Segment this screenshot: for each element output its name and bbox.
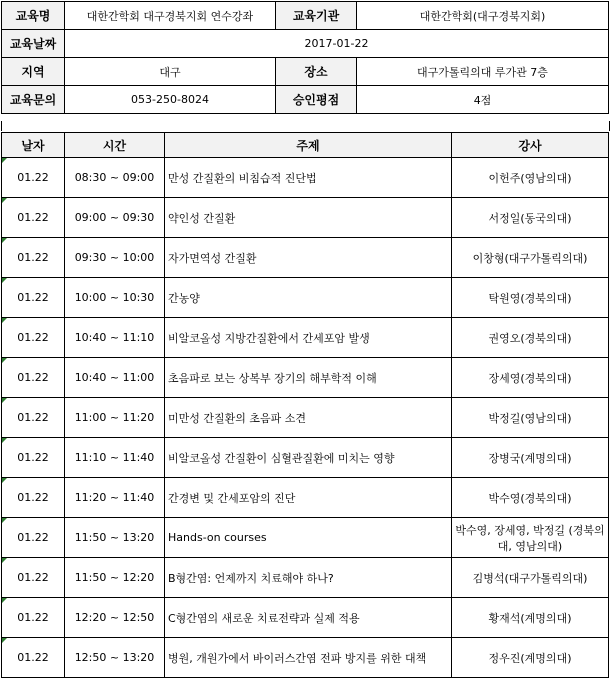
- lecturer-cell-text: 이헌주(영남의대): [488, 171, 572, 185]
- region-value: 대구: [65, 58, 276, 86]
- info-row-contact: [2, 86, 609, 114]
- time-cell: [65, 518, 165, 558]
- lecturer-cell: [452, 358, 609, 398]
- time-cell-text: 11:20 ~ 11:40: [74, 491, 155, 504]
- table-row: [2, 278, 609, 318]
- course-name: 대한간학회 대구경북지회 연수강좌: [65, 2, 276, 30]
- topic-cell-text: 비알코올성 간질환이 심혈관질환에 미치는 영향: [168, 451, 395, 465]
- date-cell-text: 01.22: [17, 491, 49, 504]
- table-row: [2, 158, 609, 198]
- topic-cell-text: Hands-on courses: [168, 531, 267, 544]
- lecturer-cell: [452, 158, 609, 198]
- topic-cell: [165, 558, 452, 598]
- cell-comment-marker-icon: [2, 318, 7, 323]
- time-cell: [65, 238, 165, 278]
- time-cell-text: 09:00 ~ 09:30: [74, 211, 155, 224]
- topic-cell-text: 약인성 간질환: [168, 211, 236, 225]
- time-cell-text: 10:40 ~ 11:10: [74, 331, 155, 344]
- org-label: 교육기관: [276, 2, 357, 30]
- time-cell: [65, 478, 165, 518]
- cell-comment-marker-icon: [2, 518, 7, 523]
- date-cell: [2, 238, 65, 278]
- schedule-header-row: [2, 133, 609, 158]
- date-cell: [2, 278, 65, 318]
- topic-cell: [165, 398, 452, 438]
- lecturer-cell-text: 장세영(경북의대): [488, 371, 572, 385]
- date-cell: [2, 158, 65, 198]
- lecturer-cell-text: 장병국(계명의대): [488, 451, 572, 465]
- topic-cell: [165, 278, 452, 318]
- time-cell-text: 12:50 ~ 13:20: [74, 651, 155, 664]
- time-cell: [65, 558, 165, 598]
- info-row-name: [2, 2, 609, 30]
- lecturer-cell-text: 탁원영(경북의대): [488, 291, 572, 305]
- contact-value: 053-250-8024: [65, 86, 276, 114]
- date-cell-text: 01.22: [17, 611, 49, 624]
- date-cell-text: 01.22: [17, 251, 49, 264]
- time-cell: [65, 638, 165, 678]
- course-name-label: 교육명: [2, 2, 65, 30]
- schedule-body: [2, 158, 609, 678]
- topic-cell-text: 간경변 및 간세포암의 진단: [168, 491, 296, 505]
- date-value: 2017-01-22: [65, 30, 609, 58]
- time-cell-text: 09:30 ~ 10:00: [74, 251, 155, 264]
- lecturer-cell-text: 권영오(경북의대): [488, 331, 572, 345]
- lecturer-cell: [452, 398, 609, 438]
- credit-value: 4점: [357, 86, 609, 114]
- lecturer-cell: [452, 438, 609, 478]
- cell-comment-marker-icon: [2, 398, 7, 403]
- contact-label: 교육문의: [2, 86, 65, 114]
- info-row-region: [2, 58, 609, 86]
- table-row: [2, 438, 609, 478]
- cell-comment-marker-icon: [2, 238, 7, 243]
- table-row: [2, 238, 609, 278]
- cell-comment-marker-icon: [2, 438, 7, 443]
- topic-cell-text: 자가면역성 간질환: [168, 251, 257, 265]
- time-cell-text: 11:00 ~ 11:20: [74, 411, 155, 424]
- lecturer-cell: [452, 278, 609, 318]
- date-cell-text: 01.22: [17, 651, 49, 664]
- date-cell: [2, 598, 65, 638]
- table-row: [2, 358, 609, 398]
- lecturer-cell-text: 정우진(계명의대): [488, 651, 572, 665]
- table-row: [2, 398, 609, 438]
- date-cell-text: 01.22: [17, 371, 49, 384]
- lecturer-cell: [452, 638, 609, 678]
- table-row: [2, 318, 609, 358]
- table-row: [2, 638, 609, 678]
- time-cell: [65, 198, 165, 238]
- date-cell-text: 01.22: [17, 571, 49, 584]
- place-value: 대구가톨릭의대 루가관 7층: [357, 58, 609, 86]
- date-cell-text: 01.22: [17, 211, 49, 224]
- topic-cell-text: 간농양: [168, 291, 200, 305]
- time-cell-text: 11:50 ~ 13:20: [74, 531, 155, 544]
- lecturer-cell: [452, 598, 609, 638]
- org-value: 대한간학회(대구경북지회): [357, 2, 609, 30]
- topic-cell: [165, 158, 452, 198]
- lecturer-cell-text: 박정길(영남의대): [488, 411, 572, 425]
- date-cell: [2, 518, 65, 558]
- lecturer-cell: [452, 238, 609, 278]
- time-cell: [65, 438, 165, 478]
- time-cell-text: 08:30 ~ 09:00: [74, 171, 155, 184]
- topic-cell-text: 초음파로 보는 상복부 장기의 해부학적 이해: [168, 371, 377, 385]
- topic-cell-text: C형간염의 새로운 치료전략과 실제 적용: [168, 611, 360, 625]
- time-cell: [65, 278, 165, 318]
- cell-comment-marker-icon: [2, 198, 7, 203]
- table-row: [2, 518, 609, 558]
- info-row-date: [2, 30, 609, 58]
- date-cell: [2, 478, 65, 518]
- date-cell-text: 01.22: [17, 531, 49, 544]
- time-cell-text: 10:40 ~ 11:00: [74, 371, 155, 384]
- lecturer-cell-text: 박수영, 장세영, 박정길 (경북의대, 영남의대): [455, 523, 605, 553]
- topic-cell: [165, 318, 452, 358]
- cell-comment-marker-icon: [2, 558, 7, 563]
- date-cell-text: 01.22: [17, 451, 49, 464]
- lecturer-cell: [452, 558, 609, 598]
- table-row: [2, 478, 609, 518]
- time-cell: [65, 158, 165, 198]
- time-cell-text: 11:10 ~ 11:40: [74, 451, 155, 464]
- table-row: [2, 558, 609, 598]
- place-label: 장소: [276, 58, 357, 86]
- date-cell-text: 01.22: [17, 331, 49, 344]
- topic-cell: [165, 478, 452, 518]
- lecturer-cell: [452, 478, 609, 518]
- date-cell-text: 01.22: [17, 291, 49, 304]
- date-cell: [2, 558, 65, 598]
- lecturer-cell: [452, 198, 609, 238]
- date-cell: [2, 398, 65, 438]
- date-label: 교육날짜: [2, 30, 65, 58]
- lecturer-cell: [452, 518, 609, 558]
- lecturer-cell-text: 박수영(경북의대): [488, 491, 572, 505]
- course-info-table: [1, 1, 609, 114]
- cell-comment-marker-icon: [2, 638, 7, 643]
- date-cell-text: 01.22: [17, 411, 49, 424]
- lecturer-cell-text: 서정일(동국의대): [488, 211, 572, 225]
- topic-cell-text: 병원, 개원가에서 바이러스간염 전파 방지를 위한 대책: [168, 651, 427, 665]
- cell-comment-marker-icon: [2, 278, 7, 283]
- topic-cell: [165, 198, 452, 238]
- lecturer-cell-text: 김병석(대구가톨릭의대): [472, 571, 588, 585]
- topic-cell: [165, 438, 452, 478]
- topic-cell: [165, 598, 452, 638]
- table-row: [2, 198, 609, 238]
- time-cell: [65, 318, 165, 358]
- lecturer-cell-text: 황재석(계명의대): [488, 611, 572, 625]
- time-cell-text: 11:50 ~ 12:20: [74, 571, 155, 584]
- topic-cell: [165, 638, 452, 678]
- section-gap: [1, 121, 610, 131]
- topic-cell: [165, 238, 452, 278]
- topic-cell-text: 비알코올성 지방간질환에서 간세포암 발생: [168, 331, 370, 345]
- date-cell: [2, 638, 65, 678]
- region-label: 지역: [2, 58, 65, 86]
- time-cell-text: 10:00 ~ 10:30: [74, 291, 155, 304]
- date-cell: [2, 358, 65, 398]
- time-cell: [65, 358, 165, 398]
- time-cell: [65, 398, 165, 438]
- topic-cell-text: 만성 간질환의 비침습적 진단법: [168, 171, 317, 185]
- time-cell: [65, 598, 165, 638]
- cell-comment-marker-icon: [2, 598, 7, 603]
- schedule-table: [1, 132, 609, 678]
- credit-label: 승인평점: [276, 86, 357, 114]
- cell-comment-marker-icon: [2, 158, 7, 163]
- table-row: [2, 598, 609, 638]
- header-time: 시간: [65, 133, 165, 158]
- header-date: 날자: [2, 133, 65, 158]
- header-lecturer: 강사: [452, 133, 609, 158]
- date-cell: [2, 198, 65, 238]
- date-cell-text: 01.22: [17, 171, 49, 184]
- topic-cell-text: B형간염: 언제까지 치료해야 하나?: [168, 571, 334, 585]
- time-cell-text: 12:20 ~ 12:50: [74, 611, 155, 624]
- cell-comment-marker-icon: [2, 358, 7, 363]
- date-cell: [2, 318, 65, 358]
- topic-cell: [165, 518, 452, 558]
- cell-comment-marker-icon: [2, 478, 7, 483]
- topic-cell-text: 미만성 간질환의 초음파 소견: [168, 411, 307, 425]
- date-cell: [2, 438, 65, 478]
- topic-cell: [165, 358, 452, 398]
- lecturer-cell: [452, 318, 609, 358]
- header-topic: 주제: [165, 133, 452, 158]
- lecturer-cell-text: 이창형(대구가톨릭의대): [472, 251, 588, 265]
